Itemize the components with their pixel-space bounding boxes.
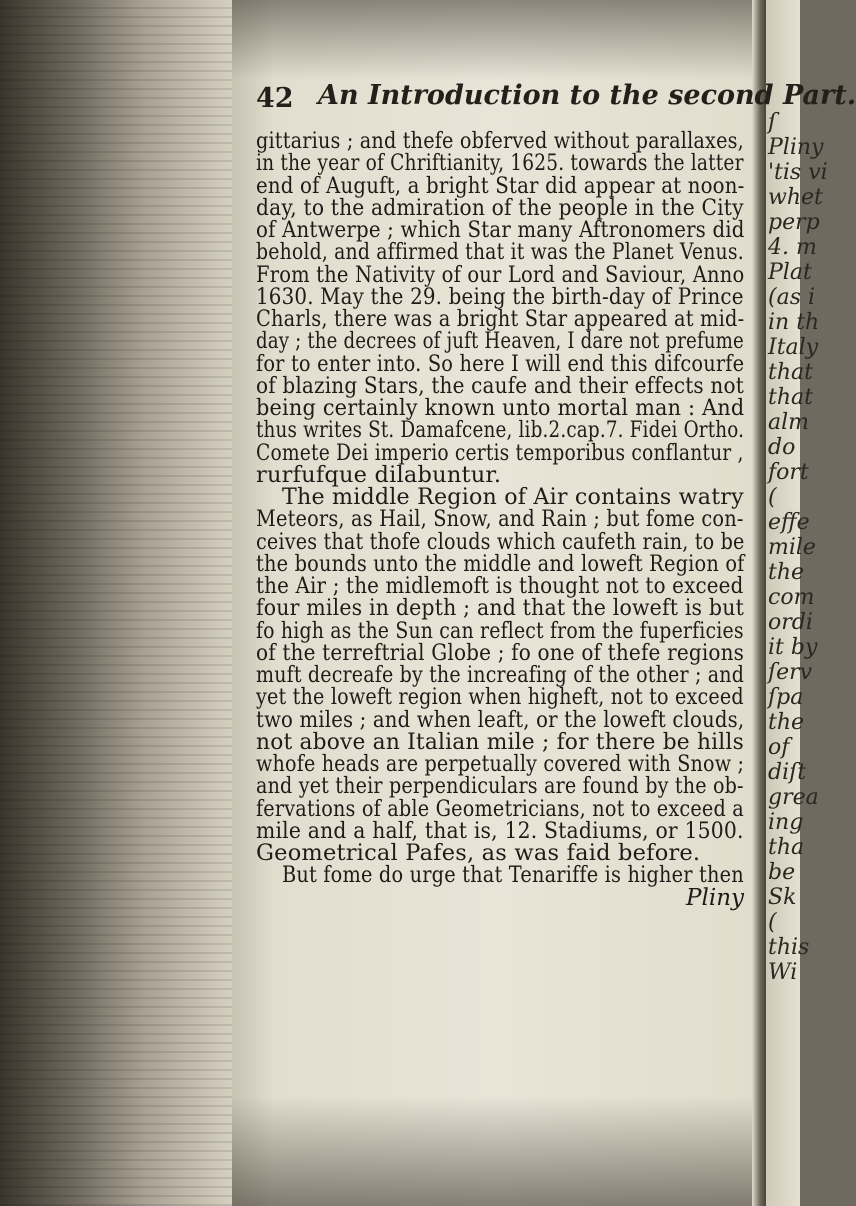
facing-page-fragment: Pliny (768, 135, 824, 160)
text-line: not above an Italian mile ; for there be hills (256, 728, 744, 755)
text-line: thus writes St. Damafcene, lib.2.cap.7. Fidei Ortho. (256, 417, 745, 444)
facing-page-fragment: Wi (768, 960, 798, 985)
text-line: mile and a half, that is, 12. Stadiums, or 1500. (256, 817, 744, 844)
running-head: An Introduction to the second Part. (318, 80, 856, 111)
text-line: and yet their perpendiculars are found by the ob- (256, 773, 744, 800)
text-line: in the year of Chriftianity, 1625. towards the latter (256, 150, 744, 177)
facing-page-fragment: Plat (768, 260, 812, 285)
facing-page-fragment: of (768, 735, 790, 760)
facing-page-fragment: Italy (768, 335, 819, 360)
page-shadow-bottom (232, 1096, 760, 1206)
facing-page-fragment: ing (768, 810, 804, 835)
text-line: end of Auguft, a bright Star did appear at noon- (256, 172, 745, 199)
text-line: rurfufque dilabuntur. (256, 461, 502, 488)
facing-page-fragment: in th (768, 310, 820, 335)
text-line: Geometrical Pafes, as was faid before. (256, 840, 701, 866)
facing-page-fragment: be (768, 860, 796, 885)
facing-page-fragment: diſt (768, 760, 807, 785)
facing-page-fragment: 'tis vi (768, 160, 828, 185)
text-line: being certainly known unto mortal man : And (256, 395, 745, 421)
facing-page-edge (766, 0, 828, 1206)
page-shadow-top (232, 0, 760, 80)
text-line: of Antwerpe ; which Star many Aftronomers did (256, 217, 745, 243)
text-line: The middle Region of Air contains watry (282, 484, 744, 510)
text-line: Comete Dei imperio certis temporibus conflantur , (256, 439, 744, 466)
facing-page-fragment: effe (768, 510, 810, 535)
facing-page-fragment: com (768, 585, 815, 610)
text-line: fervations of able Geometricians, not to exceed a (256, 795, 744, 822)
facing-page-fragment: ſpa (768, 685, 804, 710)
book-gutter (752, 0, 766, 1206)
text-line: of the terreftrial Globe ; fo one of thefe regions (256, 639, 745, 666)
text-line: day ; the decrees of juft Heaven, I dare not prefume (256, 328, 744, 355)
facing-page-fragment: it by (768, 635, 818, 660)
facing-page-fragment: the (768, 560, 805, 585)
facing-page-fragment: that (768, 360, 813, 385)
facing-page-fragment: the (768, 710, 805, 735)
text-line: From the Nativity of our Lord and Saviour, Anno (256, 261, 745, 288)
facing-page-fragment: this (768, 935, 810, 960)
text-line: for to enter into. So here I will end this difcourfe (256, 350, 745, 377)
text-line: yet the loweft region when higheft, not to exceed (256, 684, 744, 711)
text-line: muft decreafe by the increafing of the other ; and (256, 662, 745, 688)
text-line: whofe heads are perpetually covered with Snow ; (256, 751, 745, 777)
facing-page-fragment: ordi (768, 610, 813, 635)
text-line: of blazing Stars, the caufe and their effects not (256, 372, 744, 399)
facing-page-fragment: grea (768, 785, 819, 810)
facing-page-fragment: do (768, 435, 796, 460)
text-line: two miles ; and when leaft, or the loweft clouds, (256, 706, 745, 733)
catchword: Pliny (686, 884, 744, 911)
facing-page-fragment: (as i (768, 285, 816, 310)
book-fore-edge (0, 0, 232, 1206)
page-number: 42 (256, 83, 294, 114)
text-line: 1630. May the 29. being the birth-day of Prince (256, 283, 744, 310)
facing-page-fragment: mile (768, 535, 816, 560)
facing-page-fragment: alm (768, 410, 810, 435)
page-header (256, 80, 856, 120)
facing-page-fragment: Sk (768, 885, 797, 910)
facing-page-fragment: that (768, 385, 813, 410)
facing-page-fragment: ( (768, 485, 777, 510)
facing-page-fragment: ( (768, 910, 777, 935)
facing-page-fragment: tha (768, 835, 805, 860)
text-line: But fome do urge that Tenariffe is higher then (282, 862, 744, 889)
text-line: day, to the admiration of the people in the City (256, 194, 744, 221)
text-line: Charls, there was a bright Star appeared at mid- (256, 306, 745, 332)
text-line: ceives that thofe clouds which caufeth rain, to be (256, 528, 745, 555)
facing-page-fragment: whet (768, 185, 823, 210)
text-line: four miles in depth ; and that the loweft is but (256, 595, 745, 622)
text-line: behold, and affirmed that it was the Planet Venus. (256, 239, 744, 266)
text-line: gittarius ; and thefe obferved without parallaxes, (256, 128, 744, 154)
facing-page-fragment: ſ (768, 110, 777, 135)
facing-page-fragment: ſerv (768, 660, 813, 685)
text-line: the Air ; the midlemoft is thought not to exceed (256, 573, 744, 599)
text-line: the bounds unto the middle and loweft Region of (256, 550, 745, 577)
facing-page-fragment: perp (768, 210, 820, 235)
text-line: fo high as the Sun can reflect from the fuperficies (256, 617, 744, 644)
facing-page-fragment: fort (768, 460, 809, 485)
text-line: Meteors, as Hail, Snow, and Rain ; but fome con- (256, 506, 744, 533)
facing-page-fragment: 4. m (768, 235, 817, 260)
